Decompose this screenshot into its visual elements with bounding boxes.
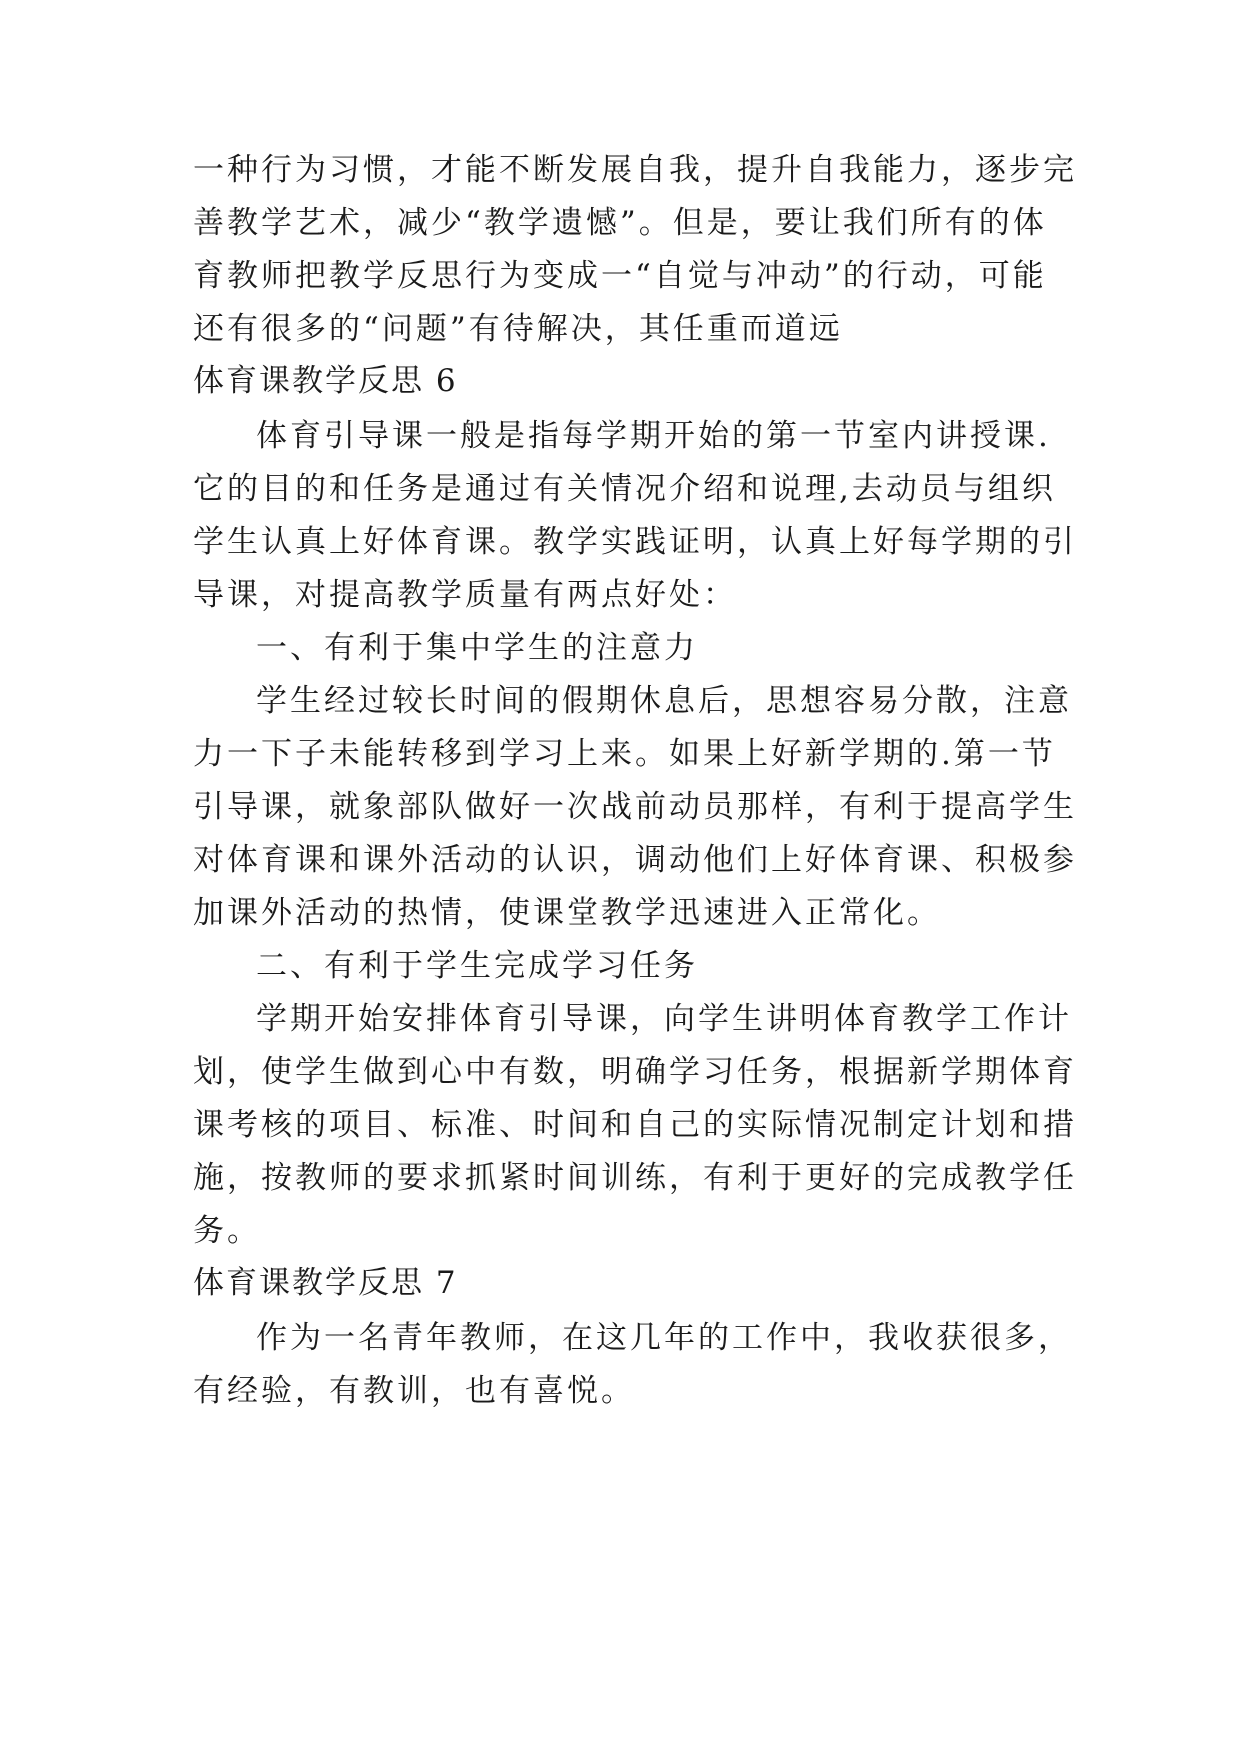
text-line: 课考核的项目、标准、时间和自己的实际情况制定计划和措: [193, 1107, 1077, 1143]
text-line: 它的目的和任务是通过有关情况介绍和说理,去动员与组织: [193, 471, 1056, 507]
section-heading-7: 体育课教学反思 7: [193, 1265, 458, 1301]
text-line: 育教师把教学反思行为变成一“自觉与冲动”的行动，可能: [193, 258, 1047, 294]
text-line: 力一下子未能转移到学习上来。如果上好新学期的.第一节: [193, 736, 1056, 772]
text-line: 作为一名青年教师，在这几年的工作中，我收获很多，: [256, 1320, 1072, 1356]
text-line: 善教学艺术，减少“教学遗憾”。但是，要让我们所有的体: [193, 205, 1047, 241]
text-line: 体育引导课一般是指每学期开始的第一节室内讲授课.: [256, 418, 1051, 454]
section-heading-6: 体育课教学反思 6: [193, 363, 458, 399]
text-line: 加课外活动的热情，使课堂教学迅速进入正常化。: [193, 895, 941, 931]
text-line: 一种行为习惯，才能不断发展自我，提升自我能力，逐步完: [193, 152, 1077, 188]
text-line: 引导课，就象部队做好一次战前动员那样，有利于提高学生: [193, 789, 1077, 825]
text-line: 施，按教师的要求抓紧时间训练，有利于更好的完成教学任: [193, 1160, 1077, 1196]
point-heading-1: 一、有利于集中学生的注意力: [256, 630, 698, 666]
text-line: 对体育课和课外活动的认识，调动他们上好体育课、积极参: [193, 842, 1077, 878]
text-line: 学期开始安排体育引导课，向学生讲明体育教学工作计: [256, 1001, 1072, 1037]
text-line: 导课，对提高教学质量有两点好处：: [193, 577, 737, 613]
text-line: 有经验，有教训，也有喜悦。: [193, 1373, 635, 1409]
text-line: 还有很多的“问题”有待解决，其任重而道远: [193, 311, 843, 347]
text-line: 务。: [193, 1213, 261, 1249]
text-line: 学生认真上好体育课。教学实践证明，认真上好每学期的引: [193, 524, 1077, 560]
text-line: 学生经过较长时间的假期休息后，思想容易分散，注意: [256, 683, 1072, 719]
text-line: 划，使学生做到心中有数，明确学习任务，根据新学期体育: [193, 1054, 1077, 1090]
point-heading-2: 二、有利于学生完成学习任务: [256, 948, 698, 984]
